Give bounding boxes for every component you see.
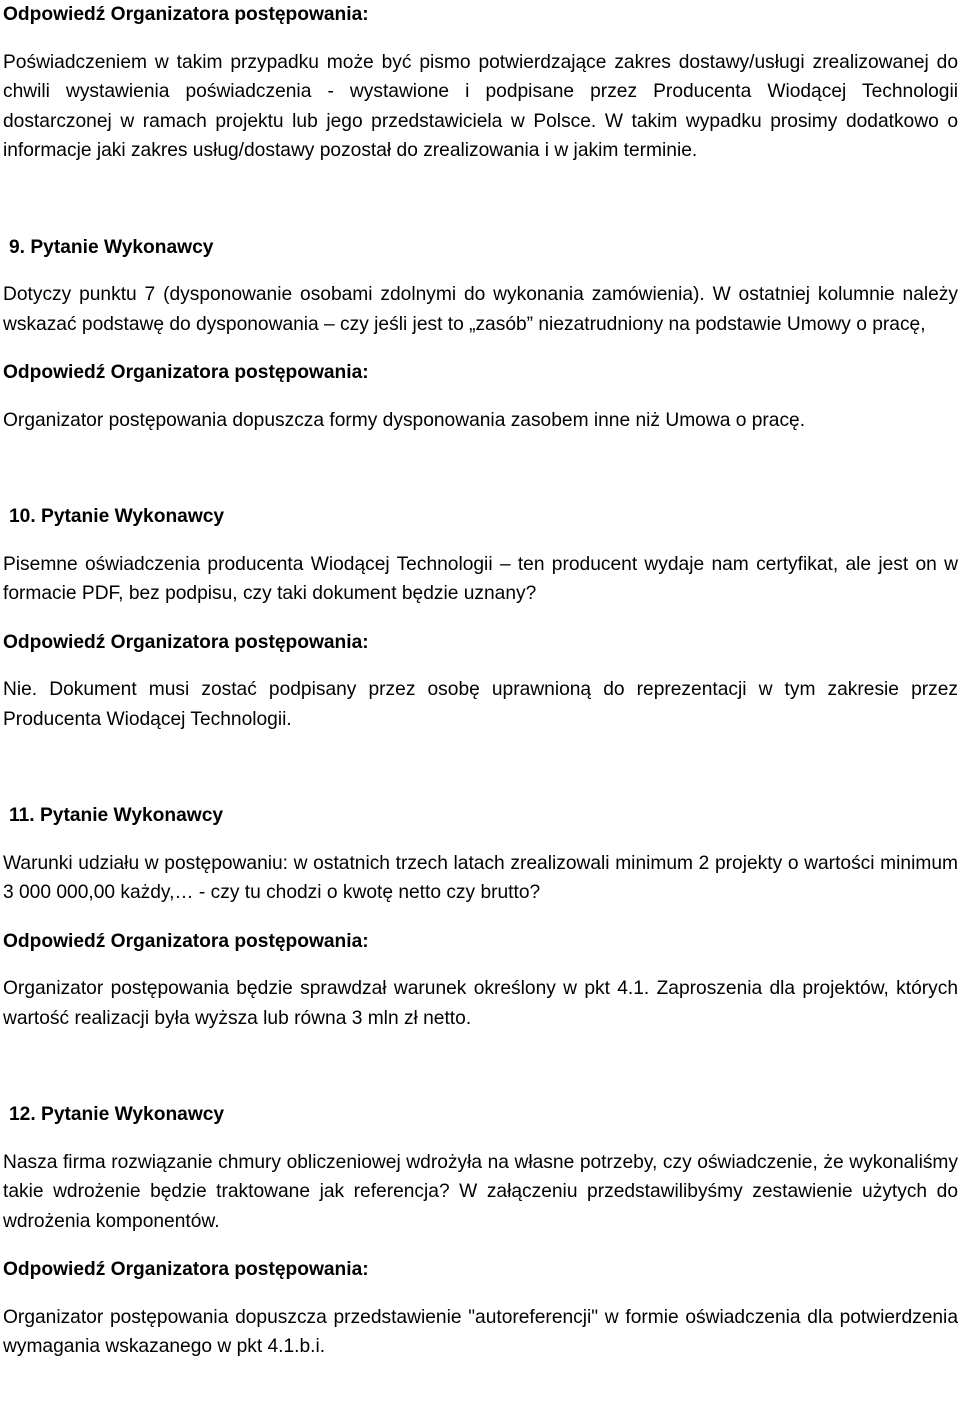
question-text: Warunki udziału w postępowaniu: w ostatnich trzech latach zrealizowali minimum 2 projekty o wartości minimum 3 000 000,00 każdy,… - czy tu chodzi o kwotę netto czy brutto? xyxy=(3,852,958,903)
question-number: 11. xyxy=(9,805,35,826)
answer-text: Organizator postępowania dopuszcza przedstawienie "autoreferencji" w formie oświadczenia dla potwierdzenia wymagania wskazanego w pkt 4.1.b.i. xyxy=(3,1306,958,1357)
answer-label: Odpowiedź Organizatora postępowania: xyxy=(3,1259,369,1280)
question-number: 9. xyxy=(9,236,26,258)
answer-label: Odpowiedź Organizatora postępowania: xyxy=(3,930,369,952)
answer-label: Odpowiedź Organizatora postępowania: xyxy=(3,631,369,653)
question-heading-text: Pytanie Wykonawcy xyxy=(41,1104,225,1125)
question-text: Pisemne oświadczenia producenta Wiodącej Technologii – ten producent wydaje nam certyfikat, ale jest on w formacie PDF, bez podpisu, czy taki dokument będzie uznany? xyxy=(3,553,958,604)
question-heading xyxy=(3,801,958,831)
question-heading xyxy=(3,1100,958,1130)
answer-label: Odpowiedź Organizatora postępowania: xyxy=(3,362,369,383)
question-heading-text: Pytanie Wykonawcy xyxy=(39,805,224,826)
answer-text: Poświadczeniem w takim przypadku może być pismo potwierdzające zakres dostawy/usługi zrealizowanej do chwili wystawienia poświadczenia - wystawione i podpisane przez Producenta Wiodącej Technologii dostarczonej w ramach projektu lub jego przedstawiciela w Polsce. W takim wypadku prosimy dodatkowo o informacje jaki zakres usług/dostawy pozostał do zrealizowania i w jakim terminie. xyxy=(3,51,958,161)
answer-text: Nie. Dokument musi zostać podpisany przez osobę uprawnioną do reprezentacji w tym zakresie przez Producenta Wiodącej Technologii. xyxy=(3,679,958,730)
question-number: 10. xyxy=(9,506,36,527)
question-heading-text: Pytanie Wykonawcy xyxy=(41,506,225,527)
question-heading xyxy=(3,502,958,532)
answer-label: Odpowiedź Organizatora postępowania: xyxy=(3,4,369,25)
answer-text: Organizator postępowania dopuszcza formy dysponowania zasobem inne niż Umowa o pracę. xyxy=(3,409,806,431)
question-text: Dotyczy punktu 7 (dysponowanie osobami zdolnymi do wykonania zamówienia). W ostatniej kolumnie należy wskazać podstawę do dysponowania – czy jeśli jest to „zasób” niezatrudniony na podstawie Umowy o pracę, xyxy=(3,284,958,335)
document-page xyxy=(3,0,958,1362)
question-number: 12. xyxy=(9,1104,36,1125)
question-heading xyxy=(3,233,958,263)
answer-text: Organizator postępowania będzie sprawdzał warunek określony w pkt 4.1. Zaproszenia dla projektów, których wartość realizacji była wyższa lub równa 3 mln zł netto. xyxy=(3,978,958,1029)
question-text: Nasza firma rozwiązanie chmury obliczeniowej wdrożyła na własne potrzeby, czy oświadczenie, że wykonaliśmy takie wdrożenie będzie traktowane jak referencja? W załączeniu przedstawilibyśmy zestawienie użytych do wdrożenia komponentów. xyxy=(3,1151,958,1232)
question-heading-text: Pytanie Wykonawcy xyxy=(30,236,214,258)
